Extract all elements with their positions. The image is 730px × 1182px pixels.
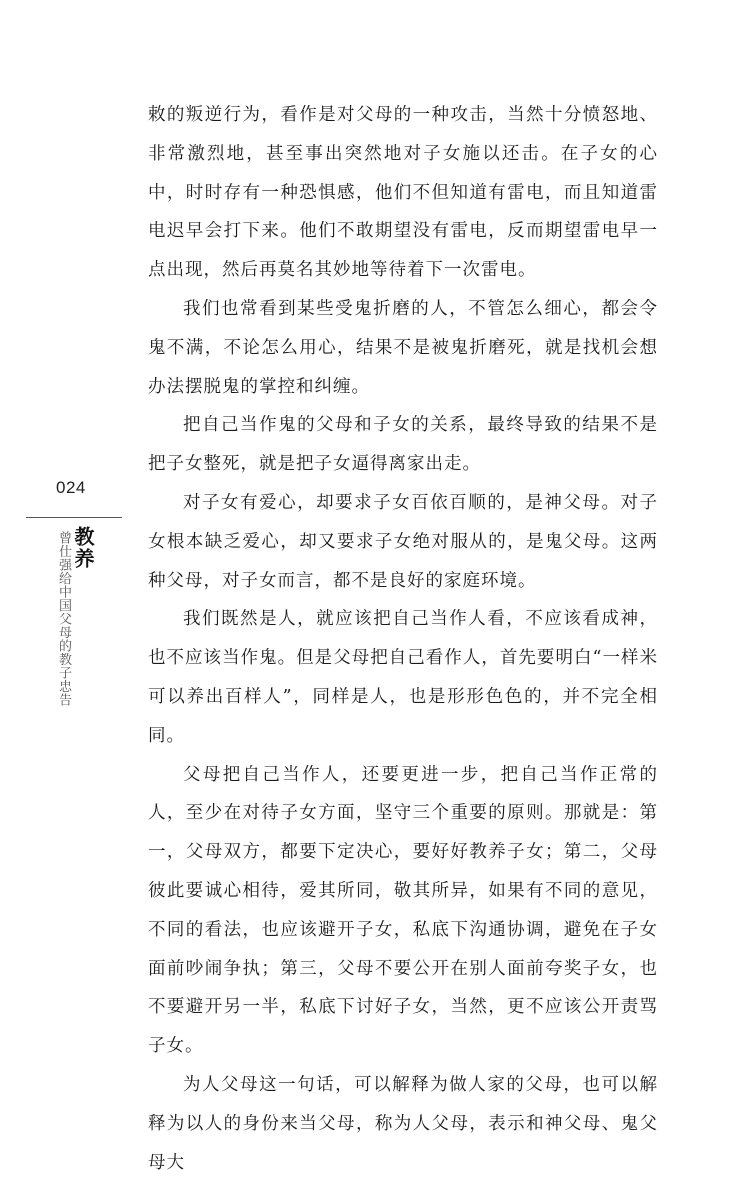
- paragraph: 敕的叛逆行为，看作是对父母的一种攻击，当然十分愤怒地、非常激烈地，甚至事出突然地对子女施以还击。在子女的心中，时时存有一种恐惧感，他们不但知道有雷电，而且知道雷电迟早会打下来。他们不敢期望没有雷电，反而期望雷电早一点出现，然后再莫名其妙地等待着下一次雷电。: [148, 105, 658, 281]
- margin-divider: [26, 517, 122, 518]
- paragraph: 父母把自己当作人，还要更进一步，把自己当作正常的人，至少在对待子女方面，坚守三个重要的原则。那就是：第一，父母双方，都要下定决心，要好好教养子女；第二，父母彼此要诚心相待，爱其所同，敬其所异，如果有不同的意见，不同的看法，也应该避开子女，私底下沟通协调，避免在子女面前吵闹争执；第三，父母不要公开在别人面前夸奖子女，也不要避开另一半，私底下讨好子女，当然，更不应该公开责骂子女。: [148, 764, 658, 1057]
- book-title: 教养: [71, 526, 95, 570]
- paragraph: 我们也常看到某些受鬼折磨的人，不管怎么细心，都会令鬼不满，不论怎么用心，结果不是被鬼折磨死，就是找机会想办法摆脱鬼的掌控和纠缠。: [148, 298, 658, 397]
- paragraph: 我们既然是人，就应该把自己当作人看，不应该看成神，也不应该当作鬼。但是父母把自己看作人，首先要明白“一样米可以养出百样人”，同样是人，也是形形色色的，并不完全相同。: [148, 609, 658, 746]
- paragraph: 把自己当作鬼的父母和子女的关系，最终导致的结果不是把子女整死，就是把子女逼得离家出走。: [148, 415, 658, 475]
- body-text: [148, 96, 658, 1182]
- paragraph: 为人父母这一句话，可以解释为做人家的父母，也可以解释为以人的身份来当父母，称为人父母，表示和神父母、鬼父母大: [148, 1074, 658, 1173]
- book-subtitle: 曾仕强给中国父母的教子忠告: [56, 531, 71, 707]
- page-number: 024: [56, 478, 86, 497]
- paragraph: 对子女有爱心，却要求子女百依百顺的，是神父母。对子女根本缺乏爱心，却又要求子女绝对服从的，是鬼父母。这两种父母，对子女而言，都不是良好的家庭环境。: [148, 492, 658, 591]
